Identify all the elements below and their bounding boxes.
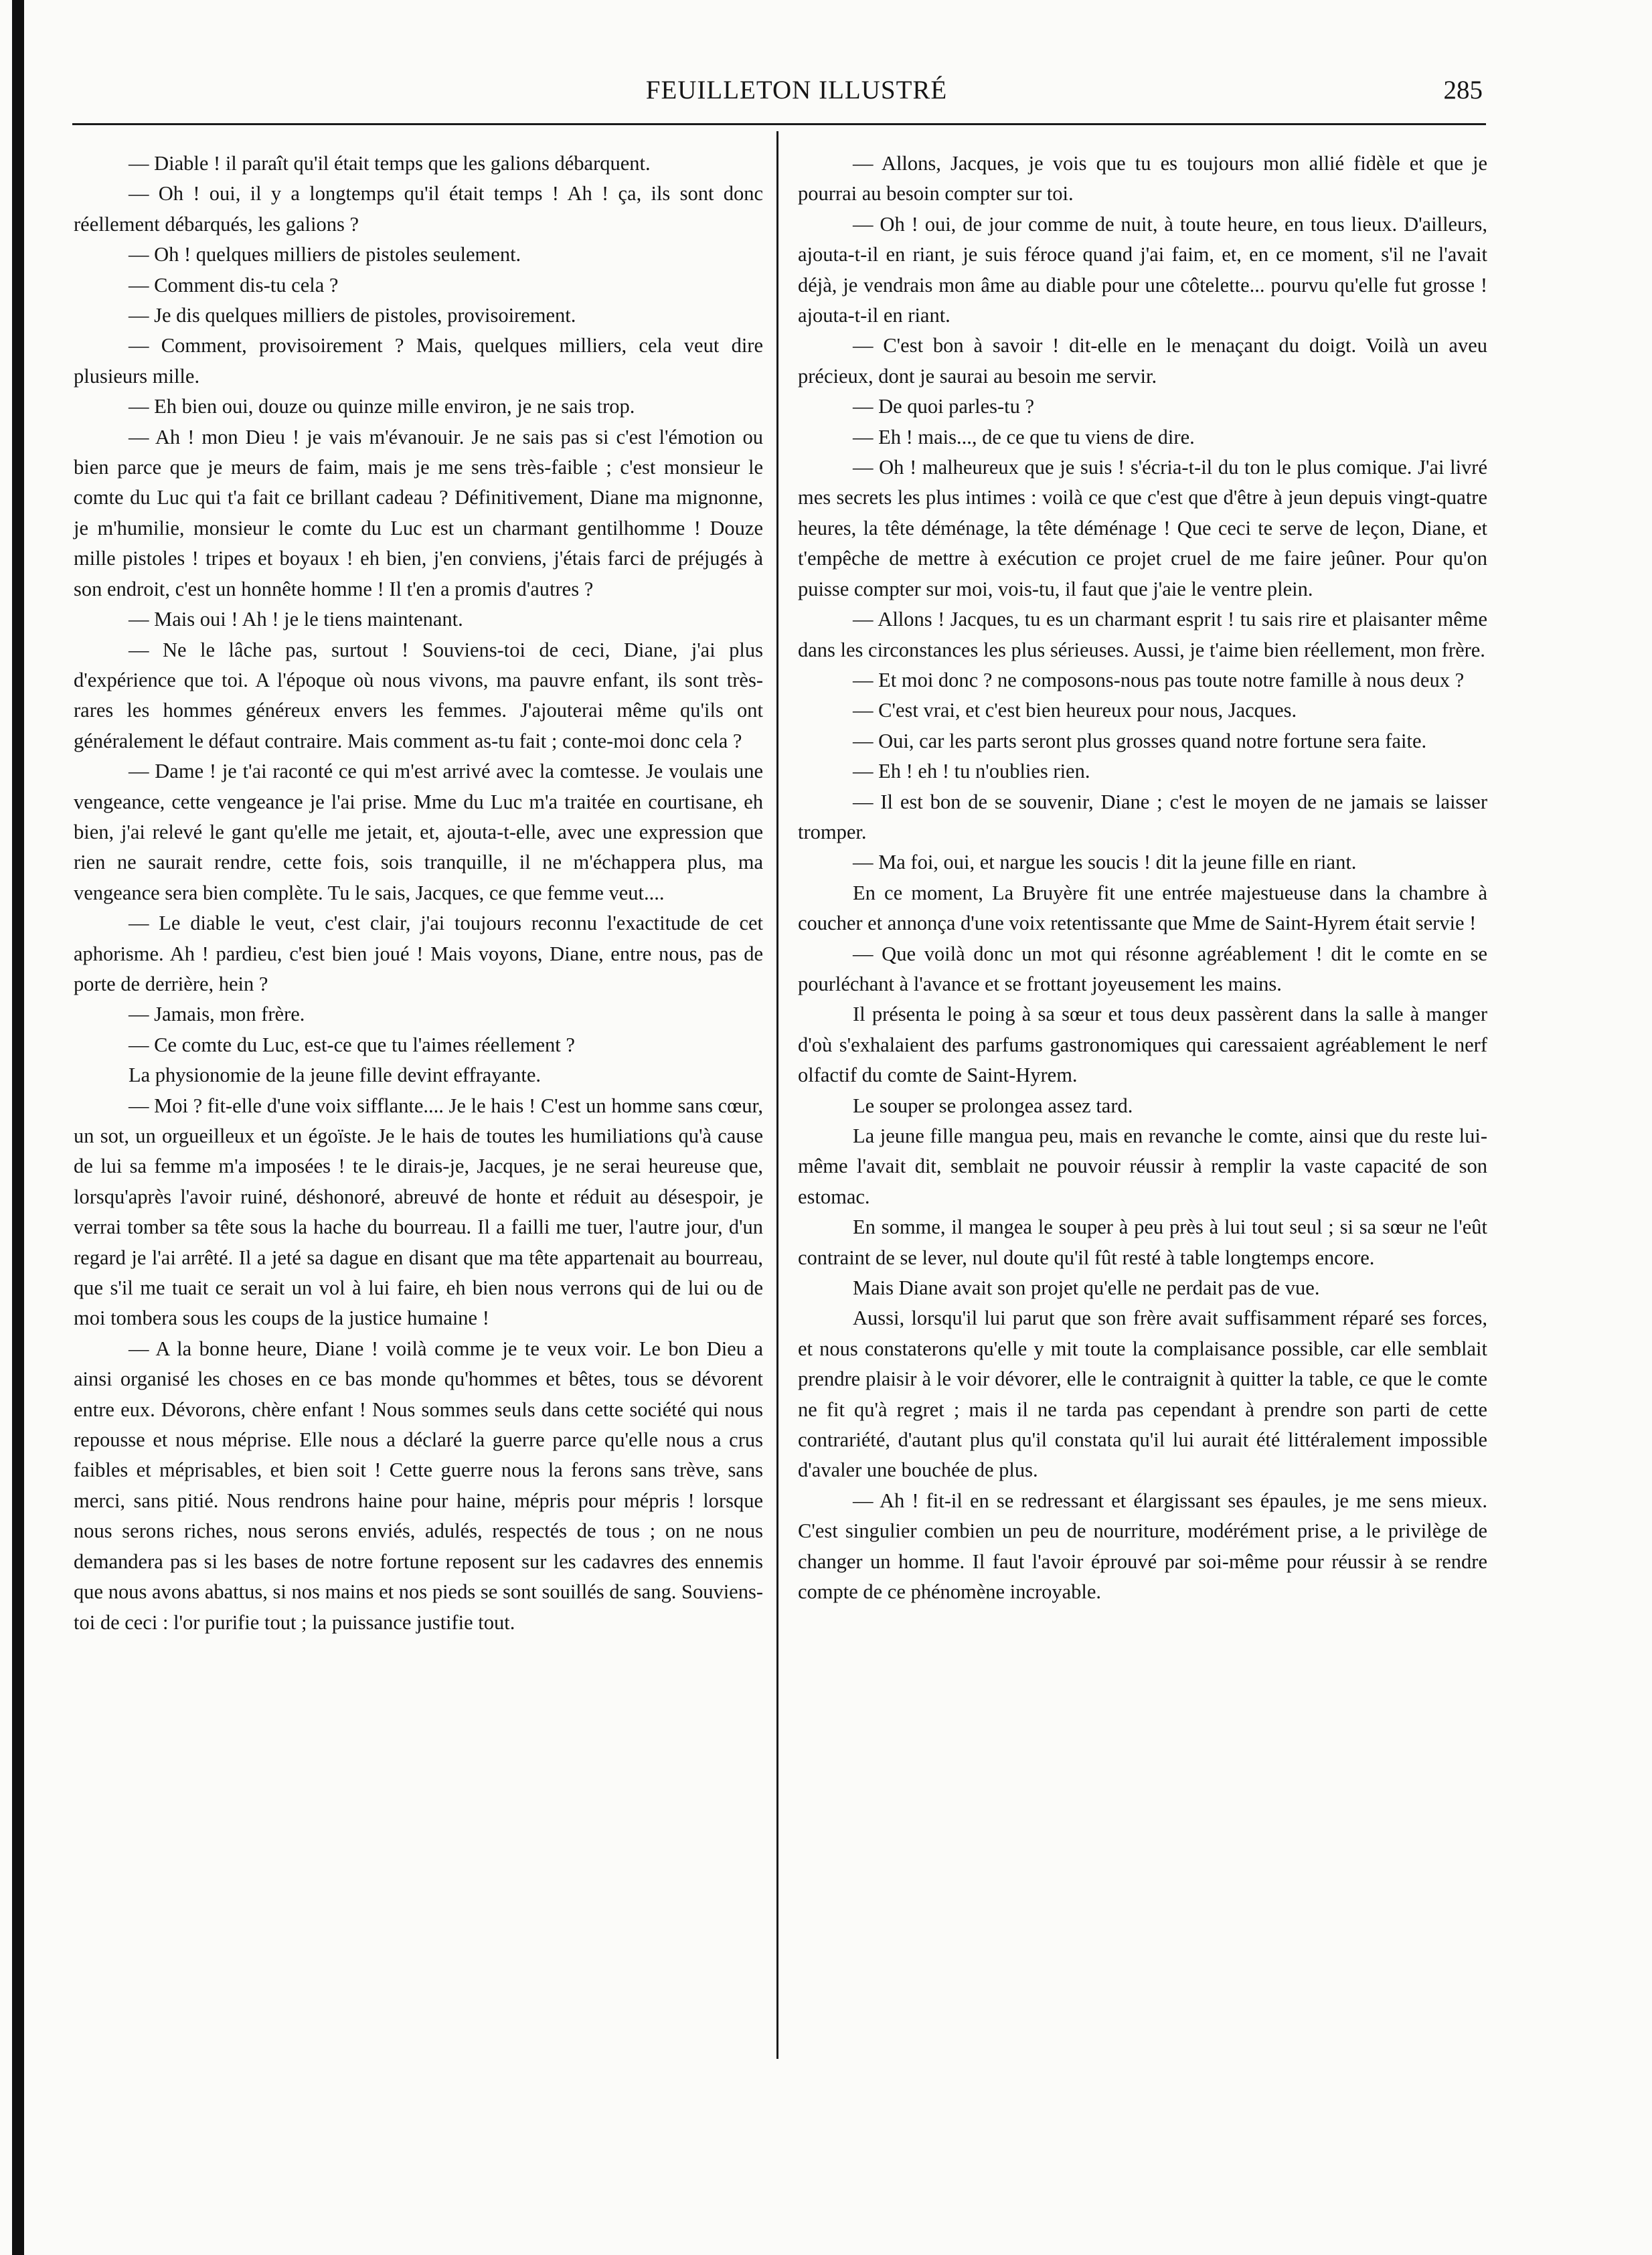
paragraph: — Ma foi, oui, et nargue les soucis ! dit la jeune fille en riant. xyxy=(853,851,1357,874)
binding-edge xyxy=(12,0,24,2255)
paragraph: — Ce comte du Luc, est-ce que tu l'aimes réellement ? xyxy=(129,1033,575,1056)
paragraph: — C'est bon à savoir ! dit-elle en le menaçant du doigt. Voilà un aveu précieux, dont je saurai au besoin me servir. xyxy=(798,334,1487,388)
paragraph: La jeune fille mangua peu, mais en revanche le comte, ainsi que du reste lui-même l'avait dit, semblait ne pouvoir réussir à remplir la vaste capacité de son estomac. xyxy=(798,1124,1487,1208)
paragraph: Mais Diane avait son projet qu'elle ne perdait pas de vue. xyxy=(853,1276,1320,1300)
paragraph: — Eh bien oui, douze ou quinze mille environ, je ne sais trop. xyxy=(129,395,635,418)
page-number: 285 xyxy=(1443,76,1483,104)
paragraph: — Je dis quelques milliers de pistoles, provisoirement. xyxy=(129,304,576,327)
paragraph: — Oui, car les parts seront plus grosses quand notre fortune sera faite. xyxy=(853,729,1427,752)
paragraph: La physionomie de la jeune fille devint effrayante. xyxy=(129,1064,541,1087)
paragraph: — Que voilà donc un mot qui résonne agréablement ! dit le comte en se pourléchant à l'avance et se frottant joyeusement les mains. xyxy=(798,942,1487,995)
paragraph: — Allons ! Jacques, tu es un charmant esprit ! tu sais rire et plaisanter même dans les circonstances les plus sérieuses. Aussi, je t'aime bien réellement, mon frère. xyxy=(798,608,1487,661)
paragraph: Il présenta le poing à sa sœur et tous deux passèrent dans la salle à manger d'où s'exhalaient des parfums gastronomiques qui caressaient agréablement le nerf olfactif du comte de Saint-Hyrem. xyxy=(798,1003,1487,1087)
paragraph: Le souper se prolongea assez tard. xyxy=(853,1094,1133,1117)
left-column xyxy=(74,149,763,1638)
paragraph: — Eh ! eh ! tu n'oublies rien. xyxy=(853,760,1090,783)
paragraph: — Mais oui ! Ah ! je le tiens maintenant. xyxy=(129,608,463,631)
paragraph: — Oh ! oui, il y a longtemps qu'il était temps ! Ah ! ça, ils sont donc réellement débarqués, les galions ? xyxy=(74,182,763,236)
paragraph: — Moi ? fit-elle d'une voix sifflante.... Je le hais ! C'est un homme sans cœur, un sot, un orgueilleux et un égoïste. Je le hais de toutes les humiliations qu'à cause de lui sa femme m'a imposées ! te le dirais-je, Jacques, je ne serai heureuse que, lorsqu'après l'avoir ruiné, déshonoré, abreuvé de honte et réduit au désespoir, je verrai tomber sa tête sous la hache du bourreau. Il a failli me tuer, l'autre jour, d'un regard je l'ai arrêté. Il a jeté sa dague en disant que ma tête appartenait au bourreau, que s'il me tuait ce serait un vol à lui faire, eh bien nous verrons qui de lui ou de moi tombera sous les coups de la justice humaine ! xyxy=(74,1094,763,1330)
paragraph: — Comment, provisoirement ? Mais, quelques milliers, cela veut dire plusieurs mille. xyxy=(74,334,763,388)
paragraph: — Ne le lâche pas, surtout ! Souviens-toi de ceci, Diane, j'ai plus d'expérience que toi. A l'époque où nous vivons, ma pauvre enfant, ils sont très-rares les hommes généreux envers les femmes. J'ajouterai même qu'ils ont généralement le défaut contraire. Mais comment as-tu fait ; conte-moi donc cela ? xyxy=(74,638,763,752)
right-column xyxy=(798,149,1487,1608)
paragraph: — C'est vrai, et c'est bien heureux pour nous, Jacques. xyxy=(853,699,1297,722)
paragraph: En ce moment, La Bruyère fit une entrée majestueuse dans la chambre à coucher et annonça d'une voix retentissante que Mme de Saint-Hyrem était servie ! xyxy=(798,881,1487,935)
paragraph: — Oh ! malheureux que je suis ! s'écria-t-il du ton le plus comique. J'ai livré mes secrets les plus intimes : voilà ce que c'est que d'être à jeun depuis vingt-quatre heures, la tête déménage, la tête déménage ! Que ceci te serve de leçon, Diane, et t'empêche de mettre à exécution ce projet cruel de me faire jeûner. Pour qu'on puisse compter sur moi, vois-tu, il faut que j'aie le ventre plein. xyxy=(798,456,1487,600)
paragraph: — Oh ! quelques milliers de pistoles seulement. xyxy=(129,243,521,266)
paragraph: — Diable ! il paraît qu'il était temps que les galions débarquent. xyxy=(129,152,651,175)
paragraph: — Comment dis-tu cela ? xyxy=(129,273,339,297)
paragraph: — Ah ! mon Dieu ! je vais m'évanouir. Je ne sais pas si c'est l'émotion ou bien parce que je meurs de faim, mais je me sens très-faible ; c'est monsieur le comte du Luc qui t'a fait ce brillant cadeau ? Définitivement, Diane ma mignonne, je m'humilie, monsieur le comte du Luc est un charmant gentilhomme ! Douze mille pistoles ! tripes et boyaux ! eh bien, j'en conviens, j'étais farci de préjugés à son endroit, c'est un honnête homme ! Il t'en a promis d'autres ? xyxy=(74,425,763,600)
paragraph: — Et moi donc ? ne composons-nous pas toute notre famille à nous deux ? xyxy=(853,668,1465,691)
paragraph: — Ah ! fit-il en se redressant et élargissant ses épaules, je me sens mieux. C'est singulier combien un peu de nourriture, modérément prise, a le privilège de changer un homme. Il faut l'avoir éprouvé par soi-même pour réussir à se rendre compte de ce phénomène incroyable. xyxy=(798,1489,1487,1604)
column-divider xyxy=(776,131,778,2059)
paragraph: — A la bonne heure, Diane ! voilà comme je te veux voir. Le bon Dieu a ainsi organisé les choses en ce bas monde qu'hommes et bêtes, tous se dévorent entre eux. Dévorons, chère enfant ! Nous sommes seuls dans cette société qui nous repousse et nous méprise. Elle nous a déclaré la guerre parce qu'elle nous a crus faibles et méprisables, et bien soit ! Cette guerre nous la ferons sans trève, sans merci, sans pitié. Nous rendrons haine pour haine, mépris pour mépris ! lorsque nous serons riches, nous serons enviés, adulés, respectés de tous ; on ne nous demandera pas si les bases de notre fortune reposent sur les cadavres des ennemis que nous avons abattus, si nos mains et nos pieds se sont souillés de sang. Souviens-toi de ceci : l'or purifie tout ; la puissance justifie tout. xyxy=(74,1337,763,1634)
paragraph: — Il est bon de se souvenir, Diane ; c'est le moyen de ne jamais se laisser tromper. xyxy=(798,790,1487,843)
paragraph: — Le diable le veut, c'est clair, j'ai toujours reconnu l'exactitude de cet aphorisme. Ah ! pardieu, c'est bien joué ! Mais voyons, Diane, entre nous, pas de porte de derrière, hein ? xyxy=(74,912,763,995)
paragraph: — Jamais, mon frère. xyxy=(129,1003,305,1026)
paragraph: En somme, il mangea le souper à peu près à lui tout seul ; si sa sœur ne l'eût contraint de se lever, nul doute qu'il fût resté à table longtemps encore. xyxy=(798,1216,1487,1269)
paragraph: — De quoi parles-tu ? xyxy=(853,395,1035,418)
header-rule xyxy=(72,123,1486,125)
page-header-title: FEUILLETON ILLUSTRÉ xyxy=(645,76,948,104)
paragraph: Aussi, lorsqu'il lui parut que son frère avait suffisamment réparé ses forces, et nous constaterons qu'elle y mit toute la complaisance possible, car elle semblait prendre plaisir à le voir dévorer, elle le contraignit à quitter la table, ce que le comte ne fit qu'à regret ; mais il ne tarda pas cependant à prendre son parti de cette contrariété, d'autant plus qu'il constata qu'il lui aurait été littéralement impossible d'avaler une bouchée de plus. xyxy=(798,1307,1487,1482)
paragraph: — Oh ! oui, de jour comme de nuit, à toute heure, en tous lieux. D'ailleurs, ajouta-t-il en riant, je suis féroce quand j'ai faim, et, en ce moment, s'il ne l'avait déjà, je vendrais mon âme au diable pour une côtelette... pourvu qu'elle fut grosse ! ajouta-t-il en riant. xyxy=(798,212,1487,327)
paragraph: — Eh ! mais..., de ce que tu viens de dire. xyxy=(853,425,1195,448)
paragraph: — Allons, Jacques, je vois que tu es toujours mon allié fidèle et que je pourrai au besoin compter sur toi. xyxy=(798,152,1487,205)
paragraph: — Dame ! je t'ai raconté ce qui m'est arrivé avec la comtesse. Je voulais une vengeance, cette vengeance je l'ai prise. Mme du Luc m'a traitée en courtisane, eh bien, j'ai relevé le gant qu'elle me jetait, et, ajouta-t-elle, avec une expression que rien ne saurait rendre, cette fois, sois tranquille, il ne m'échappera plus, ma vengeance sera bien complète. Tu le sais, Jacques, ce que femme veut.... xyxy=(74,760,763,904)
